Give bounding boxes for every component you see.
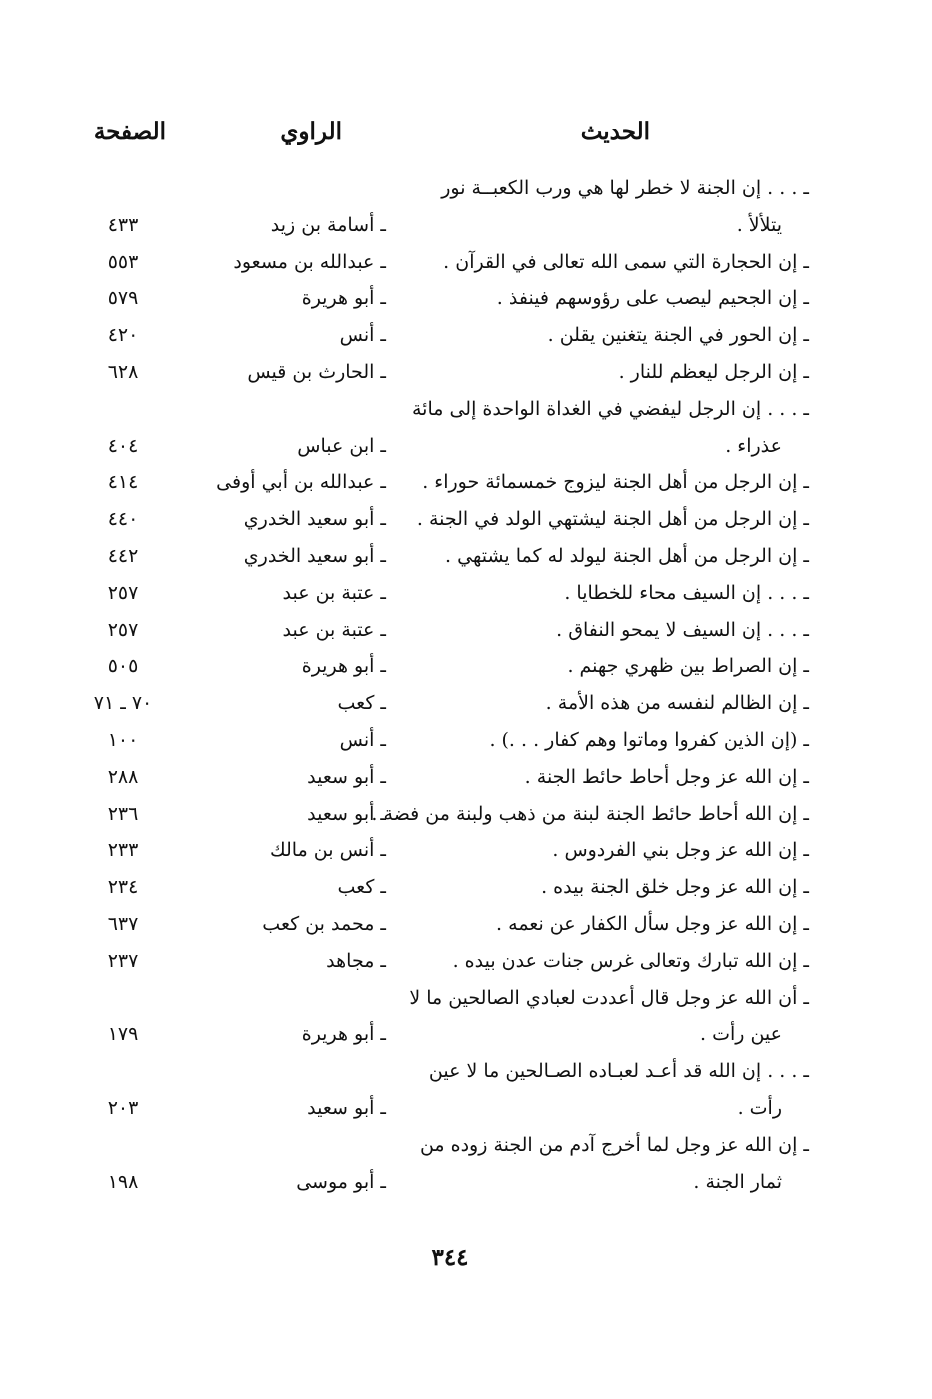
hadith-text: ـ إن الصراط بين ظهري جهنم . <box>567 655 809 678</box>
table-row <box>0 1127 932 1164</box>
table-row <box>0 906 932 943</box>
narrator-name: ـ أبو سعيد <box>307 765 386 788</box>
table-row <box>0 428 932 465</box>
page-reference: ٥٥٣ <box>107 250 139 273</box>
table-row <box>0 244 932 281</box>
page-reference: ٥٠٥ <box>107 655 139 678</box>
table-row <box>0 170 932 207</box>
hadith-text: ـ إن الحور في الجنة يتغنين يقلن . <box>547 324 809 347</box>
page-reference: ٢٥٧ <box>107 581 139 604</box>
narrator-name: ـ أبو موسى <box>296 1170 386 1193</box>
hadith-text: ـ إن الله عز وجل خلق الجنة بيده . <box>541 876 809 899</box>
page-reference: ٦٢٨ <box>107 360 139 383</box>
hadith-text: ـ إن الرجل من أهل الجنة ليشتهي الولد في الجنة . <box>416 508 809 531</box>
narrator-name: ـ أنس بن مالك <box>270 839 386 862</box>
table-row <box>0 391 932 428</box>
narrator-name: ـ أبو سعيد الخدري <box>243 544 386 567</box>
table-row <box>0 464 932 501</box>
page-reference: ٢٣٣ <box>107 839 139 862</box>
table-row <box>0 1090 932 1127</box>
hadith-text: ـ (إن الذين كفروا وماتوا وهم كفار . . .) . <box>489 728 809 751</box>
page-reference: ٢٠٣ <box>107 1096 139 1119</box>
narrator-name: ـ عتبة بن عبد <box>282 618 386 641</box>
narrator-name: ـ الحارث بن قيس <box>247 360 386 383</box>
hadith-text: ـ إن الرجل من أهل الجنة ليولد له كما يشتهي . <box>445 544 809 567</box>
page-reference: ١٩٨ <box>107 1170 139 1193</box>
page-reference: ٢٨٨ <box>107 765 139 788</box>
table-row <box>0 354 932 391</box>
hadith-text: ـ أن الله عز وجل قال أعددت لعبادي الصالحين ما لا <box>409 986 809 1009</box>
table-row <box>0 722 932 759</box>
table-row <box>0 685 932 722</box>
page-reference: ٥٧٩ <box>107 287 139 310</box>
table-row <box>0 1164 932 1201</box>
table-row <box>0 869 932 906</box>
narrator-name: ـ كعب <box>337 692 386 715</box>
hadith-text: ـ إن الرجل من أهل الجنة ليزوج خمسمائة حوراء . <box>422 471 809 494</box>
page-reference: ١٧٩ <box>107 1023 139 1046</box>
narrator-name: ـ محمد بن كعب <box>262 912 386 935</box>
table-row <box>0 943 932 980</box>
table-row <box>0 207 932 244</box>
narrator-name: ـ عبدالله بن أبي أوفى <box>216 471 386 494</box>
table-row <box>0 317 932 354</box>
page-reference: ٤٠٤ <box>107 434 139 457</box>
narrator-name: ـ أسامة بن زيد <box>270 213 386 236</box>
hadith-text: ـ إن الله عز وجل بني الفردوس . <box>552 839 809 862</box>
hadith-text: عذراء . <box>725 434 782 457</box>
table-row <box>0 538 932 575</box>
table-row <box>0 759 932 796</box>
page-column-header: الصفحة <box>93 118 166 145</box>
narrator-name: ـ أبو سعيد الخدري <box>243 508 386 531</box>
hadith-text: يتلألأ . <box>736 213 782 236</box>
page-reference: ٢٣٦ <box>107 802 139 825</box>
hadith-text: ـ إن الله تبارك وتعالى غرس جنات عدن بيده . <box>452 949 809 972</box>
page-reference: ٤٣٣ <box>107 213 139 236</box>
table-row <box>0 280 932 317</box>
hadith-text: ـ . . . إن الله قد أعـد لعبـاده الصـالحين ما لا عين <box>428 1060 809 1083</box>
table-row <box>0 648 932 685</box>
hadith-column-header: الحديث <box>580 118 650 145</box>
table-row <box>0 1016 932 1053</box>
hadith-text: ـ . . . إن السيف محاء للخطايا . <box>564 581 809 604</box>
table-row <box>0 501 932 538</box>
narrator-name: ـ عبدالله بن مسعود <box>233 250 386 273</box>
page-reference: ٢٣٤ <box>107 876 139 899</box>
table-row <box>0 796 932 833</box>
hadith-text: عين رأت . <box>700 1023 782 1046</box>
page-reference: ٢٥٧ <box>107 618 139 641</box>
hadith-text: ـ إن الله عز وجل أحاط حائط الجنة . <box>524 765 809 788</box>
narrator-name: ـ مجاهد <box>326 949 386 972</box>
narrator-name: ـ ابن عباس <box>297 434 386 457</box>
hadith-text: ـ . . . إن الرجل ليفضي في الغداة الواحدة إلى مائة <box>411 397 809 420</box>
narrator-column-header: الراوي <box>280 118 342 145</box>
narrator-name: ـ أنس <box>339 324 386 347</box>
page-reference: ٤٢٠ <box>107 324 139 347</box>
narrator-name: ـ أبو هريرة <box>301 655 386 678</box>
page-reference: ١٠٠ <box>107 728 139 751</box>
page-reference: ٤٤٢ <box>107 544 139 567</box>
table-header <box>0 118 932 158</box>
narrator-name: ـ عتبة بن عبد <box>282 581 386 604</box>
table-row <box>0 612 932 649</box>
hadith-text: رأت . <box>737 1096 782 1119</box>
page-reference: ٢٣٧ <box>107 949 139 972</box>
page-number: ٣٤٤ <box>431 1244 469 1271</box>
table-row <box>0 575 932 612</box>
page-reference: ٤١٤ <box>107 471 139 494</box>
table-row <box>0 980 932 1017</box>
hadith-text: ـ . . . إن الجنة لا خطر لها هي ورب الكعبــة نور <box>441 177 809 199</box>
hadith-text: ـ إن الله أحاط حائط الجنة لبنة من ذهب ولبنة من فضة . <box>371 802 809 825</box>
hadith-text: ثمار الجنة . <box>693 1170 782 1193</box>
narrator-name: ـ أبو سعيد <box>307 802 386 825</box>
page-reference: ٤٤٠ <box>107 508 139 531</box>
narrator-name: ـ أبو هريرة <box>301 1023 386 1046</box>
hadith-text: ـ إن الظالم لنفسه من هذه الأمة . <box>545 692 809 715</box>
hadith-text: ـ إن الله عز وجل سأل الكفار عن نعمه . <box>496 912 809 935</box>
page-reference: ٦٣٧ <box>107 912 139 935</box>
narrator-name: ـ أبو هريرة <box>301 287 386 310</box>
hadith-text: ـ إن الله عز وجل لما أخرج آدم من الجنة زوده من <box>419 1133 809 1156</box>
hadith-text: ـ إن الحجارة التي سمى الله تعالى في القرآن . <box>443 250 809 273</box>
hadith-text: ـ إن الجحيم ليصب على رؤوسهم فينفذ . <box>496 287 809 310</box>
hadith-index-list <box>0 170 932 1200</box>
table-row <box>0 832 932 869</box>
narrator-name: ـ أبو سعيد <box>307 1096 386 1119</box>
narrator-name: ـ كعب <box>337 876 386 899</box>
hadith-text: ـ . . . إن السيف لا يمحو النفاق . <box>556 618 809 641</box>
hadith-text: ـ إن الرجل ليعظم للنار . <box>618 360 809 383</box>
table-row <box>0 1053 932 1090</box>
narrator-name: ـ أنس <box>339 728 386 751</box>
page-reference: ٧٠ ـ ٧١ <box>93 692 153 715</box>
